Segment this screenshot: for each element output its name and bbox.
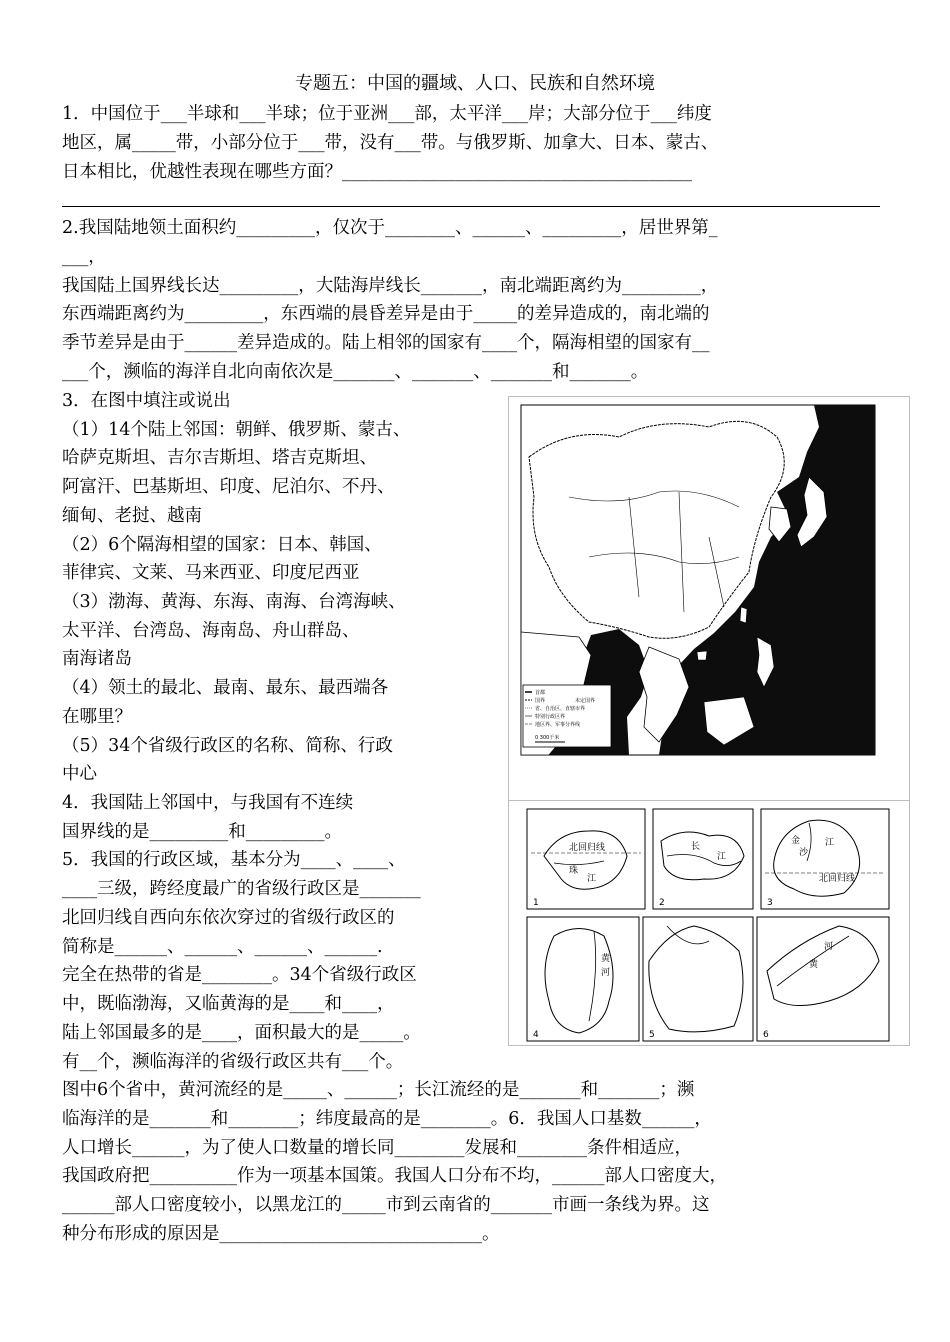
province-box-6: [757, 917, 889, 1041]
province-3-label-3: 江: [825, 838, 835, 848]
q6-line-2: 我国政府把__________作为一项基本国策。我国人口分布不均，______部人口密度大，: [62, 1166, 727, 1186]
q2-line-5: 季节差异是由于______差异造成的。陆上相邻的国家有____个，隔海相望的国家有__: [62, 333, 710, 353]
hainan: [697, 651, 707, 660]
q6-line-3: ______部人口密度较小，以黑龙江的_____市到云南省的_______市画一条线为界。这: [62, 1195, 710, 1215]
province-box-5: [643, 917, 753, 1041]
q5-line-3: 北回归线自西向东依次穿过的省级行政区的: [62, 908, 395, 928]
legend-undetermined: 未定国界: [575, 698, 596, 704]
q3-item-1: （1）14个陆上邻国：朝鲜、俄罗斯、蒙古、: [62, 420, 411, 440]
province-box-3: [761, 809, 889, 909]
q3-item-3c: 南海诸岛: [62, 649, 132, 669]
q3-item-1b: 哈萨克斯坦、吉尔吉斯坦、塔吉克斯坦、: [62, 448, 377, 468]
legend-sar: 特别行政区界: [535, 714, 566, 720]
q5-line-6: 中，既临渤海，又临黄海的是____和____，: [62, 994, 395, 1014]
provinces-svg: [509, 801, 909, 1045]
province-num-6: 6: [763, 1030, 769, 1040]
province-num-4: 4: [533, 1030, 539, 1040]
q3-item-3: （3）渤海、黄海、东海、南海、台湾海峡、: [62, 592, 406, 612]
q3-item-3b: 太平洋、台湾岛、海南岛、舟山群岛、: [62, 621, 360, 641]
q3-item-5b: 中心: [62, 764, 97, 784]
q1-line-1: 1．中国位于___半球和___半球；位于亚洲___部，太平洋___岸；大部分位于___纬度: [62, 104, 712, 124]
province-4-label-1: 黄: [601, 954, 611, 964]
q6-line-4: 种分布形成的原因是______________________________。: [62, 1224, 500, 1244]
q3-item-1d: 缅甸、老挝、越南: [62, 506, 202, 526]
q5-line-4: 简称是______、______、______、______.: [62, 937, 383, 957]
q5-line-1: 5．我国的行政区域，基本分为____、____、: [62, 850, 406, 870]
q2-line-1: 2.我国陆地领土面积约_________，仅次于________、______、_________，居世界第_: [62, 218, 718, 238]
china-map-figure: [508, 396, 910, 802]
q3-item-2: （2）6个隔海相望的国家：日本、韩国、: [62, 535, 382, 555]
legend-district: 地区界、军事分界线: [535, 722, 581, 728]
q3-item-4: （4）领土的最北、最南、最东、最西端各: [62, 678, 389, 698]
province-box-1: [527, 809, 645, 909]
province-2-label-1: 长: [691, 842, 701, 852]
q3-item-5: （5）34个省级行政区的名称、简称、行政: [62, 736, 393, 756]
q3-item-4b: 在哪里？: [62, 707, 132, 727]
province-3-label-1: 金: [791, 836, 801, 846]
province-num-3: 3: [767, 898, 773, 908]
q4-line-2: 国界线的是_________和_________。: [62, 822, 342, 842]
taiwan: [740, 607, 747, 623]
q3-item-1c: 阿富汗、巴基斯坦、印度、尼泊尔、不丹、: [62, 477, 395, 497]
q2-line-3: 我国陆上国界线长达_________，大陆海岸线长_______，南北端距离约为_________，: [62, 276, 719, 296]
q1-line-3: 日本相比，优越性表现在哪些方面？________________________________________: [62, 162, 692, 182]
q3-item-2b: 菲律宾、文莱、马来西亚、印度尼西亚: [62, 563, 360, 583]
china-map: [509, 397, 909, 801]
answer-rule: [62, 206, 880, 207]
province-1-label-3: 江: [587, 874, 597, 884]
q5-line-8: 有__个，濒临海洋的省级行政区共有___个。: [62, 1052, 404, 1072]
province-3-label-2: 沙: [799, 848, 809, 858]
province-box-2: [653, 809, 753, 909]
legend-province: 省、自治区、直辖市界: [535, 706, 586, 712]
provinces-figure: [508, 800, 910, 1046]
province-num-5: 5: [649, 1030, 655, 1040]
q5-line-9: 图中6个省中，黄河流经的是_____、______；长江流经的是_______和_______；濒: [62, 1080, 695, 1100]
province-2-label-2: 江: [717, 852, 727, 862]
province-1-label-1: 北回归线: [569, 843, 606, 853]
q2-line-2: ___，: [62, 247, 106, 267]
province-box-4: [527, 917, 639, 1041]
q1-line-2: 地区，属_____带，小部分位于___带，没有___带。与俄罗斯、加拿大、日本、蒙古、: [62, 133, 719, 153]
q5-line-10: 临海洋的是_______和________；纬度最高的是________。6．我国人口基数______，: [62, 1109, 712, 1129]
q4-line-1: 4．我国陆上邻国中，与我国有不连续: [62, 793, 354, 813]
q2-line-6: ___个，濒临的海洋自北向南依次是_______、_______、_______和_______。: [62, 362, 649, 382]
q5-line-7: 陆上邻国最多的是____，面积最大的是_____。: [62, 1023, 421, 1043]
q3-heading: 3．在图中填注或说出: [62, 391, 231, 411]
q5-line-5: 完全在热带的省是________。34个省级行政区: [62, 965, 417, 985]
province-4-label-2: 河: [601, 968, 611, 978]
q2-line-4: 东西端距离约为_________，东西端的晨昏差异是由于_____的差异造成的，南北端的: [62, 304, 710, 324]
legend-scale: 0 300千米: [535, 735, 560, 741]
legend-border: 国界: [535, 698, 546, 704]
page-title: 专题五：中国的疆域、人口、民族和自然环境: [295, 73, 655, 94]
province-num-2: 2: [659, 898, 665, 908]
legend-capital: 首都: [535, 690, 546, 696]
province-num-1: 1: [533, 898, 539, 908]
q6-line-1: 人口增长______，为了使人口数量的增长同________发展和________条件相适应，: [62, 1138, 692, 1158]
province-1-label-2: 珠: [569, 866, 579, 876]
q5-line-2: ____三级，跨经度最广的省级行政区是_______: [62, 879, 421, 899]
province-3-label-4: 北回归线: [819, 874, 856, 884]
province-6-label-1: 河: [824, 942, 834, 952]
province-6-label-2: 黄: [809, 960, 819, 970]
